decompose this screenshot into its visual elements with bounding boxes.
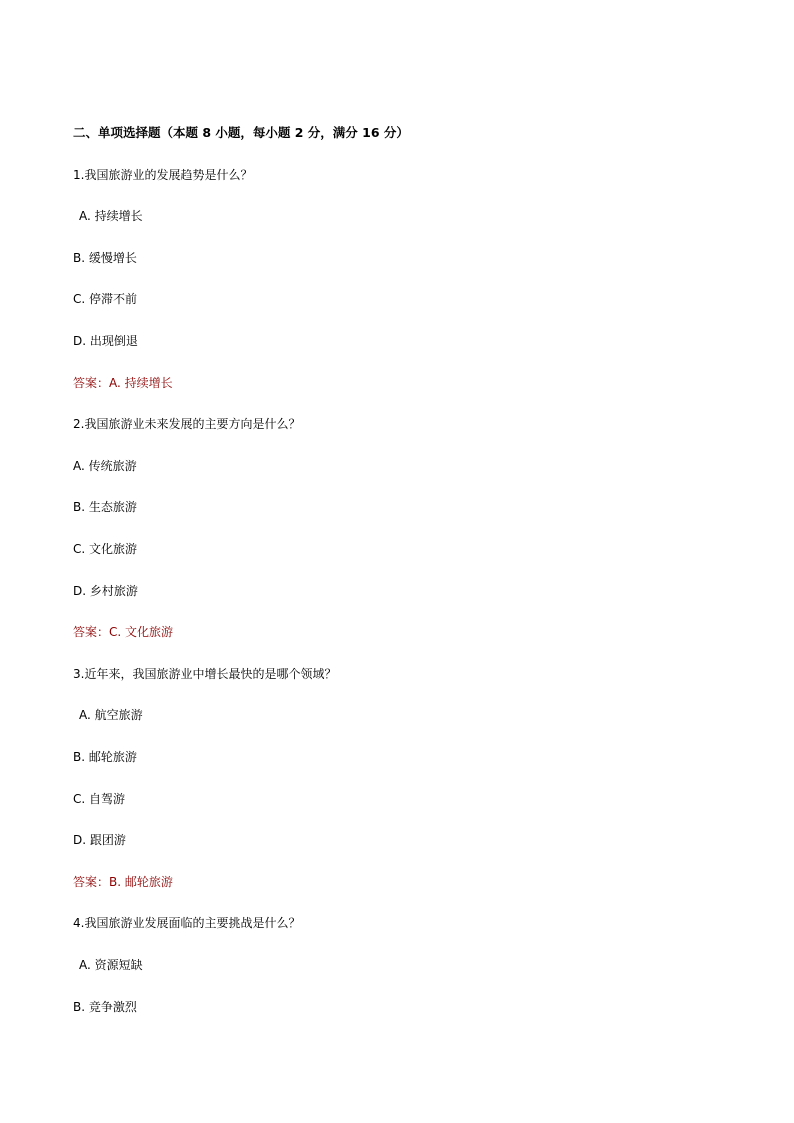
q1-answer: 答案：A. 持续增长	[73, 376, 173, 390]
q4-option-b: B. 竞争激烈	[73, 1000, 137, 1014]
q1-option-b: B. 缓慢增长	[73, 251, 137, 265]
question-4: 4.我国旅游业发展面临的主要挑战是什么？	[73, 916, 301, 930]
q1-option-a: A. 持续增长	[79, 209, 143, 223]
q1-option-d: D. 出现倒退	[73, 334, 138, 348]
q2-option-b: B. 生态旅游	[73, 500, 137, 514]
q3-option-a: A. 航空旅游	[79, 708, 143, 722]
q2-answer: 答案：C. 文化旅游	[73, 625, 174, 639]
question-1: 1.我国旅游业的发展趋势是什么？	[73, 168, 253, 182]
section-title: 二、单项选择题（本题 8 小题，每小题 2 分，满分 16 分）	[73, 125, 409, 140]
question-2: 2.我国旅游业未来发展的主要方向是什么？	[73, 417, 301, 431]
q2-option-a: A. 传统旅游	[73, 459, 137, 473]
q4-option-a: A. 资源短缺	[79, 958, 143, 972]
q3-option-c: C. 自驾游	[73, 792, 126, 806]
q3-answer: 答案：B. 邮轮旅游	[73, 875, 173, 889]
q2-option-c: C. 文化旅游	[73, 542, 138, 556]
q2-option-d: D. 乡村旅游	[73, 584, 138, 598]
q1-option-c: C. 停滞不前	[73, 292, 138, 306]
question-3: 3.近年来，我国旅游业中增长最快的是哪个领域？	[73, 667, 337, 681]
q3-option-b: B. 邮轮旅游	[73, 750, 137, 764]
q3-option-d: D. 跟团游	[73, 833, 126, 847]
